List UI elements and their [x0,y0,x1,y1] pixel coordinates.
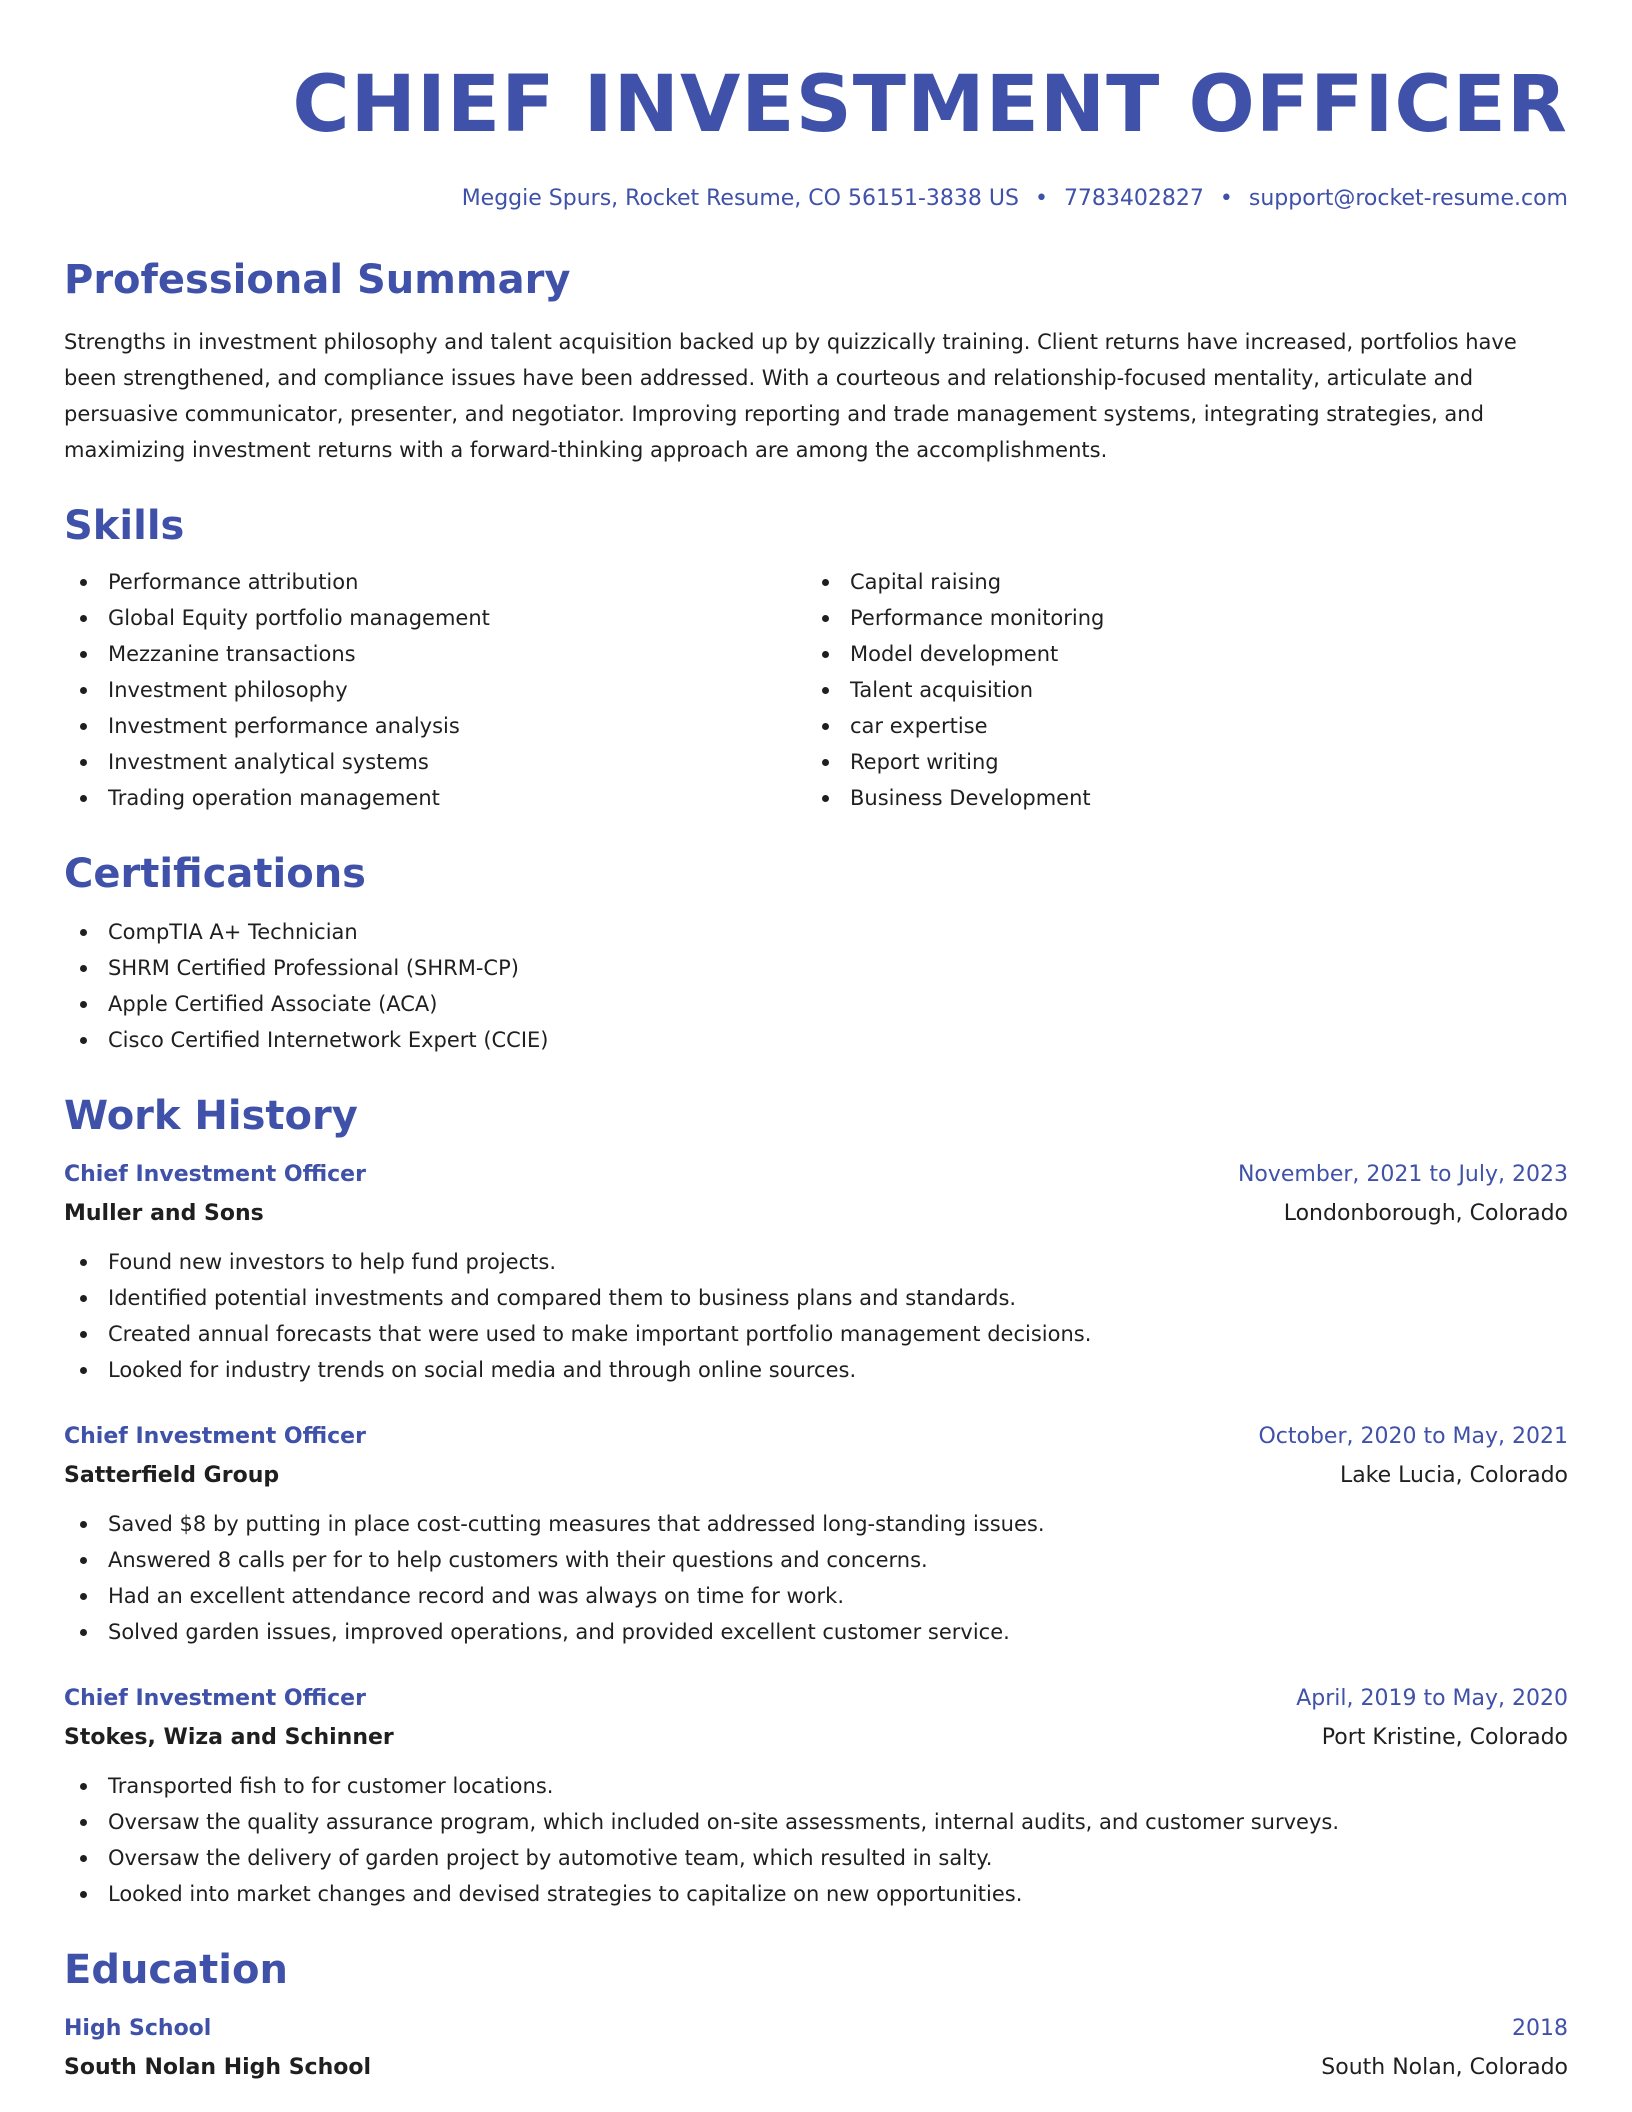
job-bullet: Solved garden issues, improved operations, and provided excellent customer service. [64,1614,1568,1650]
certification-item: Cisco Certified Internetwork Expert (CCIE) [64,1022,1568,1058]
skill-item: Talent acquisition [806,672,1548,708]
job-role: Chief Investment Officer [64,1424,366,1449]
contact-phone: 7783402827 [1063,186,1204,211]
job-role: Chief Investment Officer [64,1162,366,1187]
job-entry [64,1160,1568,1388]
skill-item: Report writing [806,744,1548,780]
skills-list-right [806,564,1548,816]
work-history-heading: Work History [64,1093,358,1139]
job-company: Muller and Sons [64,1201,264,1226]
contact-email[interactable]: support@rocket-resume.com [1248,186,1568,211]
skill-item: Investment philosophy [64,672,806,708]
certification-item: CompTIA A+ Technician [64,914,1568,950]
summary-heading: Professional Summary [64,257,571,303]
education-degree: High School [64,2016,212,2041]
job-bullet: Transported fish to for customer locations. [64,1768,1568,1804]
contact-line [64,184,1568,214]
skill-item: car expertise [806,708,1548,744]
job-dates: November, 2021 to July, 2023 [1237,1162,1568,1187]
job-bullet: Created annual forecasts that were used to make important portfolio management decisions. [64,1316,1568,1352]
summary-text: Strengths in investment philosophy and talent acquisition backed up by quizzically training. Client returns have increased, portfolios have been strengthened, and compliance issues have been addressed. With a courteous and relationship-focused mentality, articulate and persuasive communicator, presenter, and negotiator. Improving reporting and trade management systems, integrating strategies, and maximizing investment returns with a forward-thinking approach are among the accomplishments. [64,330,1517,462]
job-bullet: Answered 8 calls per for to help customers with their questions and concerns. [64,1542,1568,1578]
job-bullet: Oversaw the quality assurance program, which included on-site assessments, internal audits, and customer surveys. [64,1804,1568,1840]
job-bullet: Found new investors to help fund projects. [64,1244,1568,1280]
contact-address: Meggie Spurs, Rocket Resume, CO 56151-3838 US [461,186,1019,211]
education-school: South Nolan High School [64,2055,372,2080]
job-company: Stokes, Wiza and Schinner [64,1725,394,1750]
skill-item: Model development [806,636,1548,672]
certification-item: Apple Certified Associate (ACA) [64,986,1568,1022]
skill-item: Mezzanine transactions [64,636,806,672]
job-bullet: Identified potential investments and compared them to business plans and standards. [64,1280,1568,1316]
job-location: Lake Lucia, Colorado [1339,1463,1568,1488]
job-dates: April, 2019 to May, 2020 [1296,1686,1568,1711]
education-year: 2018 [1512,2016,1568,2041]
job-location: Port Kristine, Colorado [1321,1725,1568,1750]
job-entry [64,1684,1568,1912]
certifications-list [64,914,1568,1058]
separator-dot: • [1034,186,1048,211]
skill-item: Business Development [806,780,1548,816]
job-entry [64,1422,1568,1650]
job-bullet: Oversaw the delivery of garden project by automotive team, which resulted in salty. [64,1840,1568,1876]
skill-item: Capital raising [806,564,1548,600]
separator-dot: • [1219,186,1233,211]
job-bullets [64,1244,1568,1388]
skill-item: Investment analytical systems [64,744,806,780]
skills-list-left [64,564,806,816]
job-bullets [64,1768,1568,1912]
certifications-heading: Certifications [64,851,366,897]
education-heading: Education [64,1947,288,1993]
job-company: Satterfield Group [64,1463,280,1488]
skill-item: Global Equity portfolio management [64,600,806,636]
skill-item: Performance attribution [64,564,806,600]
job-bullet: Saved $8 by putting in place cost-cutting measures that addressed long-standing issues. [64,1506,1568,1542]
education-entry [64,2014,1568,2084]
resume-page [64,0,1568,2084]
job-bullet: Had an excellent attendance record and was always on time for work. [64,1578,1568,1614]
job-location: Londonborough, Colorado [1283,1201,1568,1226]
education-location: South Nolan, Colorado [1321,2055,1568,2080]
certification-item: SHRM Certified Professional (SHRM-CP) [64,950,1568,986]
skills-columns [64,564,1568,816]
job-role: Chief Investment Officer [64,1686,366,1711]
resume-title: CHIEF INVESTMENT OFFICER [292,60,1568,150]
skill-item: Investment performance analysis [64,708,806,744]
job-bullets [64,1506,1568,1650]
skill-item: Trading operation management [64,780,806,816]
job-dates: October, 2020 to May, 2021 [1258,1424,1568,1449]
skill-item: Performance monitoring [806,600,1548,636]
job-bullet: Looked into market changes and devised strategies to capitalize on new opportunities. [64,1876,1568,1912]
job-bullet: Looked for industry trends on social media and through online sources. [64,1352,1568,1388]
skills-heading: Skills [64,503,185,549]
